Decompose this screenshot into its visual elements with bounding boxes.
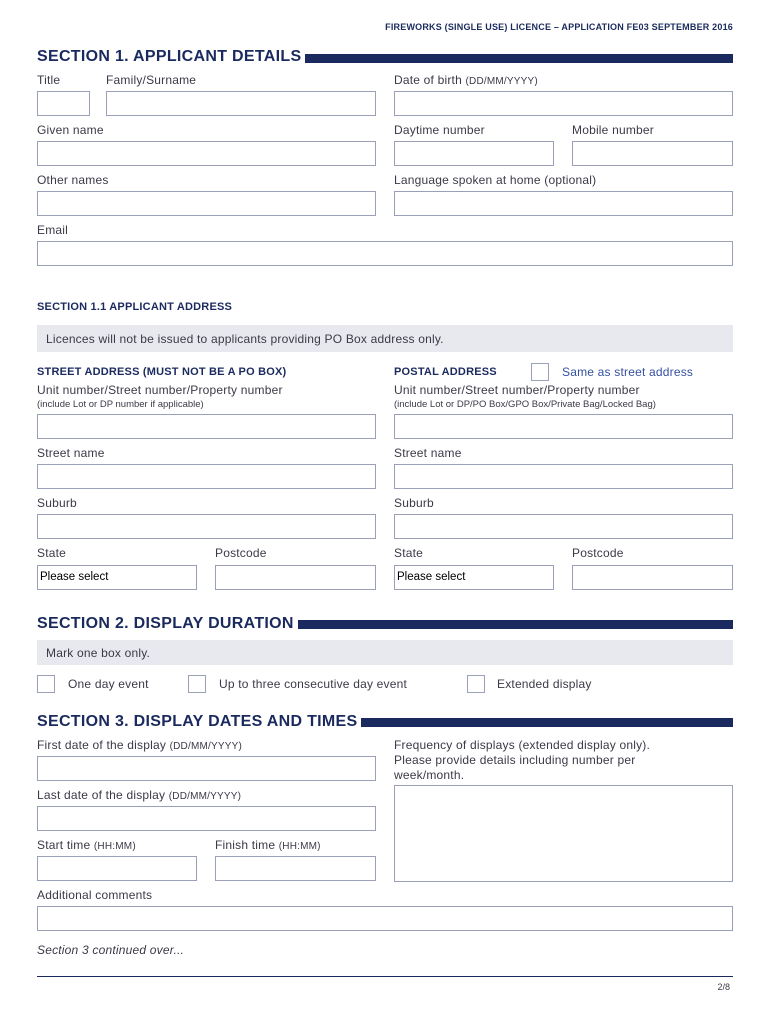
one-day-event-label: One day event — [68, 677, 149, 691]
section-1-title: SECTION 1. APPLICANT DETAILS — [37, 48, 302, 65]
postal-address-heading: POSTAL ADDRESS — [394, 366, 497, 378]
postal-state-select[interactable]: Please select — [394, 565, 554, 590]
email-field[interactable] — [37, 241, 733, 266]
title-label: Title — [37, 73, 61, 87]
given-name-label: Given name — [37, 123, 104, 137]
finish-time-label-text: Finish time — [215, 838, 276, 852]
section-2-title: SECTION 2. DISPLAY DURATION — [37, 615, 294, 632]
street-name-label: Street name — [37, 446, 105, 460]
other-names-label: Other names — [37, 173, 109, 187]
start-time-label-text: Start time — [37, 838, 91, 852]
additional-comments-field[interactable] — [37, 906, 733, 931]
daytime-number-label: Daytime number — [394, 123, 485, 137]
frequency-line-3: week/month. — [394, 768, 465, 782]
dob-label-text: Date of birth — [394, 73, 462, 87]
finish-time-field[interactable] — [215, 856, 376, 881]
postal-suburb-field[interactable] — [394, 514, 733, 539]
start-time-label — [37, 838, 136, 852]
email-label: Email — [37, 223, 69, 237]
dob-field[interactable] — [394, 91, 733, 116]
extended-display-label: Extended display — [497, 677, 592, 691]
suburb-label: Suburb — [37, 496, 77, 510]
last-date-field[interactable] — [37, 806, 376, 831]
three-day-event-checkbox[interactable] — [188, 675, 206, 693]
street-unit-field[interactable] — [37, 414, 376, 439]
dob-label — [394, 73, 538, 87]
street-unit-label: Unit number/Street number/Property number — [37, 383, 283, 397]
given-name-field[interactable] — [37, 141, 376, 166]
section-3-bar — [361, 718, 733, 727]
postal-unit-hint: (include Lot or DP/PO Box/GPO Box/Private Bag/Locked Bag) — [394, 399, 656, 410]
street-address-heading: STREET ADDRESS (MUST NOT BE A PO BOX) — [37, 366, 287, 378]
extended-display-checkbox[interactable] — [467, 675, 485, 693]
state-select[interactable]: Please select — [37, 565, 197, 590]
dob-hint: (DD/MM/YYYY) — [465, 76, 538, 87]
section-3-title: SECTION 3. DISPLAY DATES AND TIMES — [37, 713, 358, 730]
postal-street-name-field[interactable] — [394, 464, 733, 489]
same-as-street-label: Same as street address — [562, 365, 694, 379]
finish-time-label — [215, 838, 321, 852]
title-field[interactable] — [37, 91, 90, 116]
page-number: 2/8 — [717, 982, 730, 992]
postal-unit-field[interactable] — [394, 414, 733, 439]
section-1-1-title: SECTION 1.1 APPLICANT ADDRESS — [37, 301, 233, 313]
postal-suburb-label: Suburb — [394, 496, 434, 510]
daytime-number-field[interactable] — [394, 141, 554, 166]
frequency-textarea[interactable] — [394, 785, 733, 882]
last-date-label — [37, 788, 241, 802]
finish-time-hint: (HH:MM) — [278, 841, 321, 852]
mobile-number-label: Mobile number — [572, 123, 654, 137]
first-date-hint: (DD/MM/YYYY) — [169, 741, 243, 752]
surname-field[interactable] — [106, 91, 376, 116]
language-label: Language spoken at home (optional) — [394, 173, 597, 187]
postal-postcode-label: Postcode — [572, 546, 624, 560]
surname-label: Family/Surname — [106, 73, 197, 87]
first-date-field[interactable] — [37, 756, 376, 781]
first-date-label — [37, 738, 242, 752]
suburb-field[interactable] — [37, 514, 376, 539]
state-label: State — [37, 546, 67, 560]
one-day-event-checkbox[interactable] — [37, 675, 55, 693]
mark-one-notice: Mark one box only. — [37, 640, 733, 665]
section-2-bar — [298, 620, 733, 629]
language-field[interactable] — [394, 191, 733, 216]
street-name-field[interactable] — [37, 464, 376, 489]
section-1-bar — [305, 54, 733, 63]
last-date-label-text: Last date of the display — [37, 788, 166, 802]
postcode-label: Postcode — [215, 546, 267, 560]
frequency-line-1: Frequency of displays (extended display only). — [394, 738, 650, 752]
footer-divider — [37, 976, 733, 977]
same-as-street-checkbox[interactable] — [531, 363, 549, 381]
first-date-label-text: First date of the display — [37, 738, 167, 752]
mobile-number-field[interactable] — [572, 141, 733, 166]
other-names-field[interactable] — [37, 191, 376, 216]
frequency-line-2: Please provide details including number per — [394, 753, 636, 767]
postal-unit-label: Unit number/Street number/Property number — [394, 383, 640, 397]
postal-street-name-label: Street name — [394, 446, 462, 460]
street-unit-hint: (include Lot or DP number if applicable) — [37, 399, 204, 410]
last-date-hint: (DD/MM/YYYY) — [168, 791, 242, 802]
postal-postcode-field[interactable] — [572, 565, 733, 590]
additional-comments-label: Additional comments — [37, 888, 153, 902]
postal-state-label: State — [394, 546, 424, 560]
po-box-notice: Licences will not be issued to applicants providing PO Box address only. — [37, 325, 733, 352]
three-day-event-label: Up to three consecutive day event — [219, 677, 408, 691]
start-time-hint: (HH:MM) — [93, 841, 136, 852]
postcode-field[interactable] — [215, 565, 376, 590]
start-time-field[interactable] — [37, 856, 197, 881]
form-header: FIREWORKS (SINGLE USE) LICENCE – APPLICATION FE03 SEPTEMBER 2016 — [385, 22, 733, 32]
continued-note: Section 3 continued over... — [37, 943, 185, 957]
